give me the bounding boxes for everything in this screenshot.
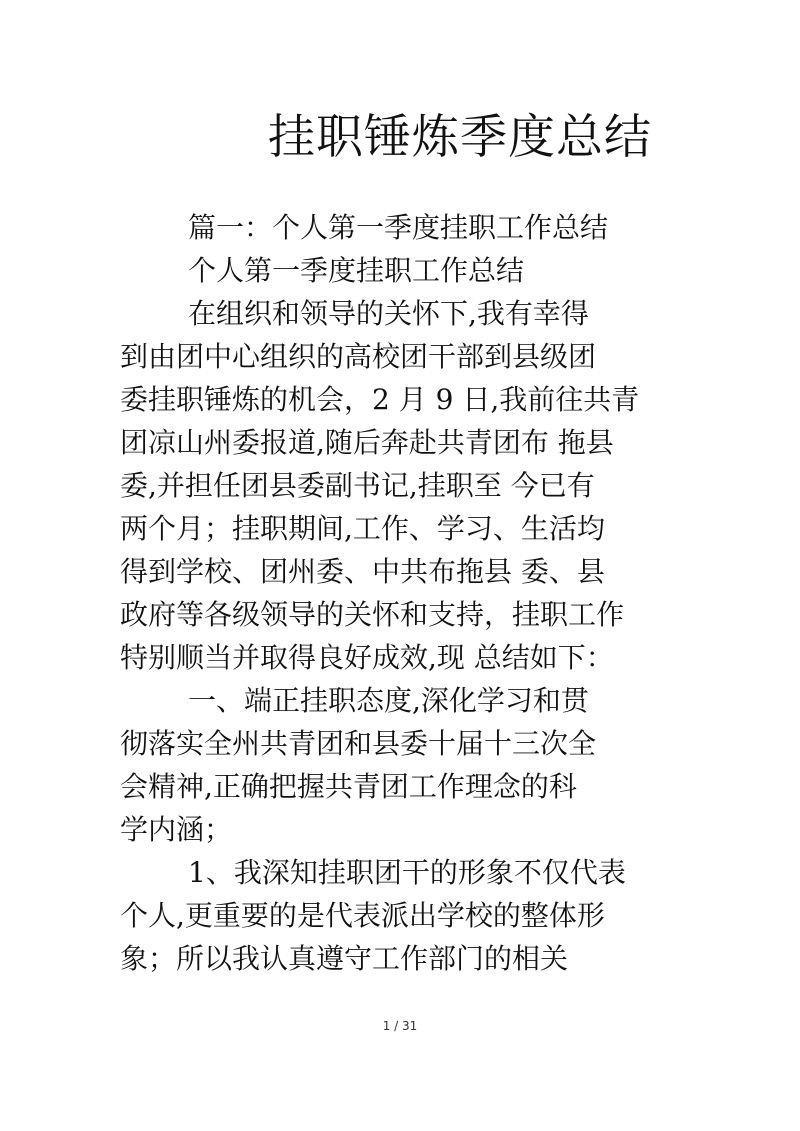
- body-line: 个人第一季度挂职工作总结: [188, 254, 525, 287]
- body-line: 团凉山州委报道,随后奔赴共青团布 拖县: [120, 426, 614, 459]
- body-line: 两个月；挂职期间,工作、学习、生活均: [120, 512, 605, 545]
- page-number: 1 / 31: [382, 1019, 418, 1033]
- body-line: 一、端正挂职态度,深化学习和贯: [188, 684, 589, 717]
- body-line: 委,并担任团县委副书记,挂职至 今已有: [120, 469, 595, 502]
- body-line: 特别顺当并取得良好成效,现 总结如下：: [120, 641, 614, 674]
- body-line: 篇一：个人第一季度挂职工作总结: [188, 211, 609, 244]
- body-line: 会精神,正确把握共青团工作理念的科: [120, 770, 577, 803]
- body-line: 个人,更重要的是代表派出学校的整体形: [120, 899, 605, 932]
- body-line: 1、我深知挂职团干的形象不仅代表: [188, 856, 626, 889]
- body-line: 政府等各级领导的关怀和支持，挂职工作: [120, 598, 625, 631]
- body-line: 得到学校、团州委、中共布拖县 委、县: [120, 555, 605, 588]
- body-line: 委挂职锤炼的机会，2 月 9 日,我前往共青: [120, 383, 640, 416]
- document-title: 挂职锤炼季度总结: [268, 110, 652, 165]
- body-line: 在组织和领导的关怀下,我有幸得: [188, 297, 589, 330]
- body-line: 象；所以我认真遵守工作部门的相关: [120, 942, 569, 975]
- body-line: 彻落实全州共青团和县委十届十三次全: [120, 727, 597, 760]
- body-line: 学内涵；: [120, 813, 233, 846]
- body-line: 到由团中心组织的高校团干部到县级团: [120, 340, 597, 373]
